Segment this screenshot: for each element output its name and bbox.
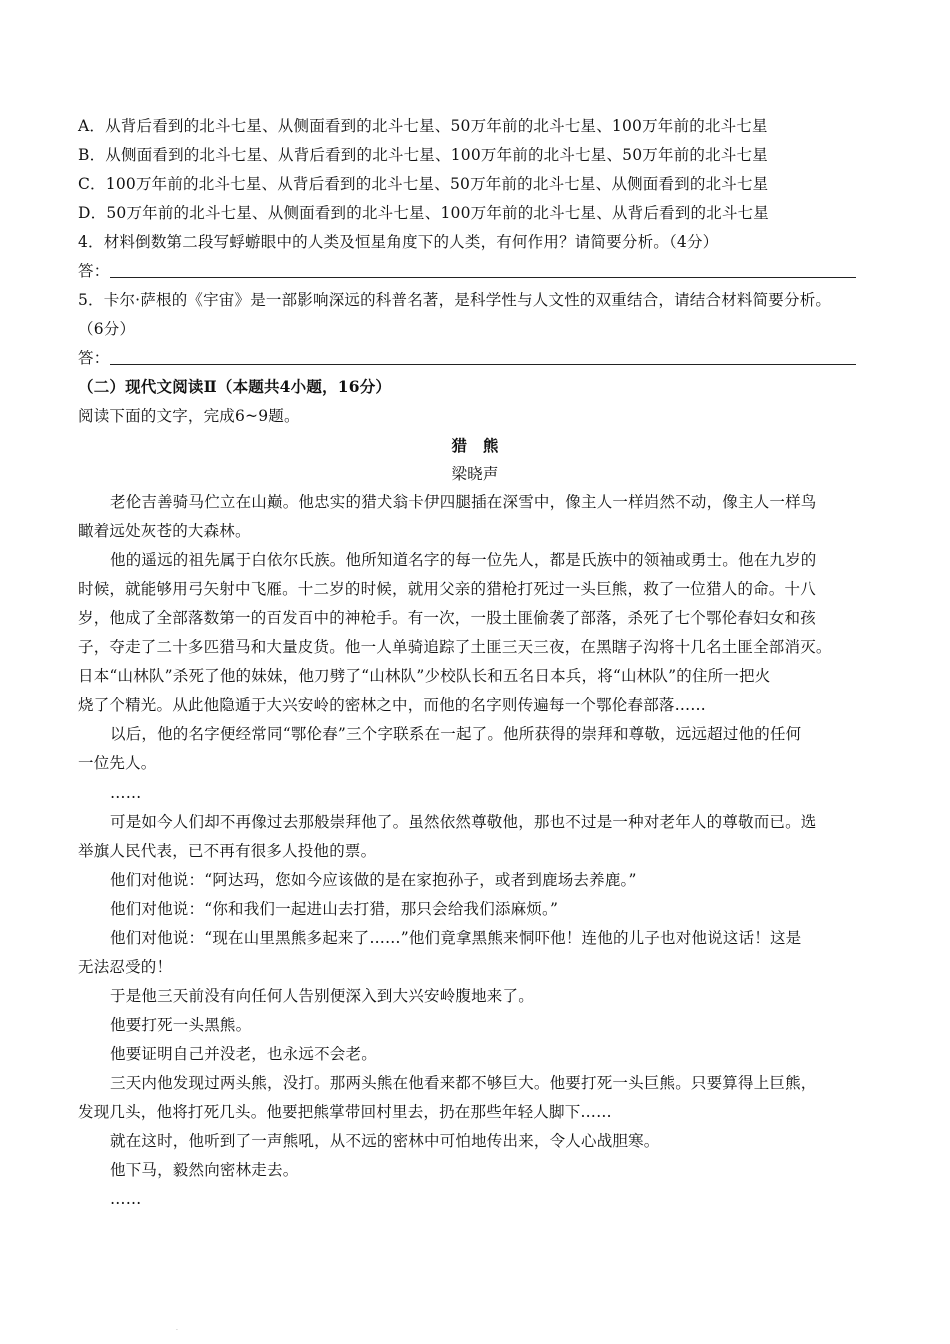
footer-mark: . [176,1325,178,1332]
story-line: 可是如今人们却不再像过去那般崇拜他了。虽然依然尊敬他，那也不过是一种对老年人的尊敬而已。选 [110,813,817,831]
instruction: 阅读下面的文字，完成6~9题。 [78,407,300,425]
story-line: 老伦吉善骑马伫立在山巅。他忠实的猎犬翁卡伊四腿插在深雪中，像主人一样岿然不动，像主人一样鸟 [110,493,817,511]
option-b: B．从侧面看到的北斗七星、从背后看到的北斗七星、100万年前的北斗七星、50万年前的北斗七星 [78,146,768,164]
story-line: 岁，他成了全部落数第一的百发百中的神枪手。有一次，一股土匪偷袭了部落，杀死了七个鄂伦春妇女和孩 [78,609,816,627]
question-4: 4．材料倒数第二段写蜉蝣眼中的人类及恒星角度下的人类，有何作用？请简要分析。（4分） [78,233,719,251]
story-line: …… [110,1190,142,1208]
story-line: …… [110,784,142,802]
answer-label-4: 答： [78,262,110,280]
answer-line-5[interactable] [110,364,856,365]
question-5-line-2: （6分） [78,320,136,338]
story-title: 猎 熊 [451,436,499,455]
story-line: 他的遥远的祖先属于白依尔氏族。他所知道名字的每一位先人，都是氏族中的领袖或勇士。他在九岁的 [110,551,817,569]
story-line: 他要打死一头黑熊。 [110,1016,252,1034]
option-c: C．100万年前的北斗七星、从背后看到的北斗七星、50万年前的北斗七星、从侧面看到的北斗七星 [78,175,769,193]
story-line: 无法忍受的！ [78,958,173,976]
story-line: 他下马，毅然向密林走去。 [110,1161,299,1179]
story-line: 日本“山林队”杀死了他的妹妹，他刀劈了“山林队”少校队长和五名日本兵，将“山林队”的住所一把火 [78,667,771,685]
story-line: 时候，就能够用弓矢射中飞雁。十二岁的时候，就用父亲的猎枪打死过一头巨熊，救了一位猎人的命。十八 [78,580,816,598]
question-5-line-1: 5．卡尔·萨根的《宇宙》是一部影响深远的科普名著，是科学性与人文性的双重结合，请结合材料简要分析。 [78,291,832,309]
story-line: 发现几头，他将打死几头。他要把熊掌带回村里去，扔在那些年轻人脚下…… [78,1103,612,1121]
story-line: 烧了个精光。从此他隐遁于大兴安岭的密林之中，而他的名字则传遍每一个鄂伦春部落…… [78,696,707,714]
answer-line-4[interactable] [110,277,856,278]
story-line: 他们对他说：“你和我们一起进山去打猎，那只会给我们添麻烦。” [110,900,559,918]
story-line: 就在这时，他听到了一声熊吼，从不远的密林中可怕地传出来，令人心战胆寒。 [110,1132,660,1150]
story-line: 于是他三天前没有向任何人告别便深入到大兴安岭腹地来了。 [110,987,534,1005]
story-line: 以后，他的名字便经常同“鄂伦春”三个字联系在一起了。他所获得的崇拜和尊敬，远远超过他的任何 [110,725,802,743]
story-line: 一位先人。 [78,754,157,772]
story-line: 他要证明自己并没老，也永远不会老。 [110,1045,377,1063]
story-line: 他们对他说：“阿达玛，您如今应该做的是在家抱孙子，或者到鹿场去养鹿。” [110,871,637,889]
story-line: 三天内他发现过两头熊，没打。那两头熊在他看来都不够巨大。他要打死一头巨熊。只要算得上巨熊， [110,1074,817,1092]
story-line: 他们对他说：“现在山里黑熊多起来了……”他们竟拿黑熊来恫吓他！连他的儿子也对他说这话！这是 [110,929,802,947]
story-line: 子，夺走了二十多匹猎马和大量皮货。他一人单骑追踪了土匪三天三夜，在黑瞎子沟将十几名土匪全部消灭。 [78,638,832,656]
option-a: A．从背后看到的北斗七星、从侧面看到的北斗七星、50万年前的北斗七星、100万年前的北斗七星 [78,117,768,135]
story-author: 梁晓声 [451,465,499,483]
story-line: 举旗人民代表，已不再有很多人投他的票。 [78,842,377,860]
section-title: （二）现代文阅读Ⅱ（本题共4小题，16分） [78,377,392,396]
option-d: D．50万年前的北斗七星、从侧面看到的北斗七星、100万年前的北斗七星、从背后看到的北斗七星 [78,204,769,222]
answer-label-5: 答： [78,349,110,367]
story-line: 瞰着远处灰苍的大森林。 [78,522,251,540]
